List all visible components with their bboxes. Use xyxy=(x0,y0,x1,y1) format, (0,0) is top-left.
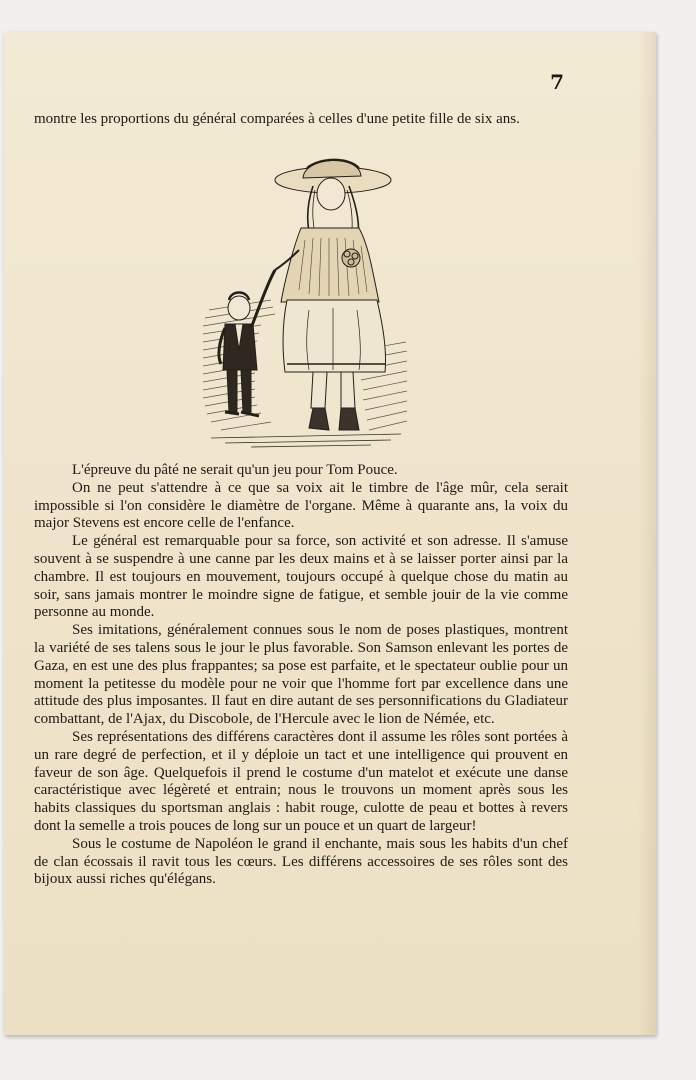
intro-text-block xyxy=(34,111,568,129)
paragraph-4: Ses imitations, généralement connues sous le nom de poses plastiques, montrent la variété de ses talens sous le jour le plus favorable. Son Samson enlevant les portes de Gaza, en est une des plus frappantes; sa pose est parfaite, et le spectateur oublie pour un moment la petitesse du modèle pour ne voir que l'homme fort par excellence dans une attitude des plus imposantes. Il faut en dire autant de ses personnifications du Gladiateur combattant, de l'Ajax, du Discobole, de l'Hercule avec le lion de Némée, etc. xyxy=(34,622,568,728)
engraving-general-and-girl-icon xyxy=(201,150,411,450)
paragraph-6: Sous le costume de Napoléon le grand il enchante, mais sous les habits d'un chef de clan écossais il ravit tous les cœurs. Les différens accessoires de ses rôles sont des bijoux aussi riches qu'élégans. xyxy=(34,835,568,888)
page-number: 7 xyxy=(550,70,564,94)
intro-paragraph: montre les proportions du général comparées à celles d'une petite fille de six ans. xyxy=(34,111,520,127)
body-text-block xyxy=(34,462,568,889)
paragraph-3: Le général est remarquable pour sa force, son activité et son adresse. Il s'amuse souvent à se suspendre à une canne par les deux mains et à se laisser porter ainsi par la chambre. Il est toujours en mouvement, toujours occupé à quelque chose du matin au soir, sans jamais montrer le moindre signe de fatigue, et semble jouir de la vie comme personne au monde. xyxy=(34,533,568,621)
paragraph-5: Ses représentations des différens caractères dont il assume les rôles sont portées à un rare degré de perfection, et il y déploie un tact et une intelligence qui prouvent en faveur de son âge. Quelquefois il prend le costume d'un matelot et exécute une danse caractéristique avec légèreté et entrain; nous le trouvons un moment après sous les habits classiques du sportsman anglais : habit rouge, culotte de peau et bottes à revers dont la semelle a trois pouces de long sur un pouce et un quart de largeur! xyxy=(34,728,568,834)
book-page xyxy=(4,32,656,1035)
paragraph-1: L'épreuve du pâté ne serait qu'un jeu pour Tom Pouce. xyxy=(72,462,398,478)
paragraph-2: On ne peut s'attendre à ce que sa voix ait le timbre de l'âge mûr, cela serait impossible si l'on considère le diamètre de l'organe. Même à quarante ans, la voix du major Stevens est encore celle de l'enfance. xyxy=(34,479,568,532)
